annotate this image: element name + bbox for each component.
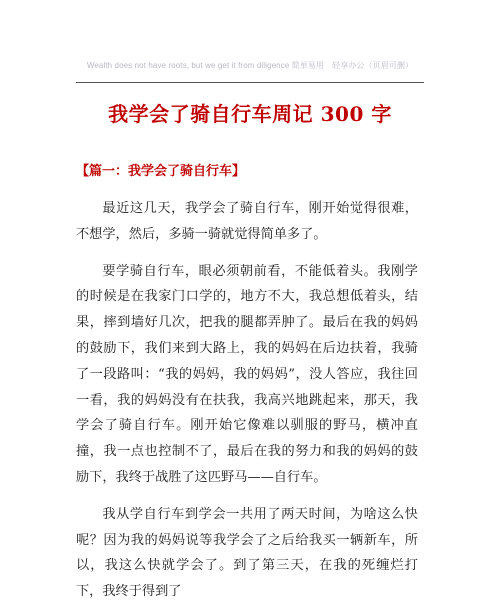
article-body <box>76 196 418 616</box>
document-title: 我学会了骑自行车周记 300 字 <box>108 102 392 126</box>
paragraph: 最近这几天，我学会了骑自行车，刚开始觉得很难，不想学，然后，多骑一骑就觉得简单多了。 <box>76 201 418 242</box>
header-divider <box>76 82 424 83</box>
page-header: Wealth does not have roots, but we get it from diligence 简单易用 轻享办公（页眉可删） <box>86 61 414 70</box>
paragraph: 要学骑自行车，眼必须朝前看，不能低着头。我刚学的时候是在我家门口学的，地方不大，我总想低着头，结果，摔到墙好几次，把我的腿都弄肿了。最后在我的妈妈的鼓励下，我们来到大路上，我的妈妈在后边扶着，我骑了一段路叫：“我的妈妈，我的妈妈”，没人答应，我往回一看，我的妈妈没有在扶我，我高兴地跳起来，那天，我学会了骑自行车。刚开始它像难以驯服的野马，横冲直撞，我一点也控制不了，最后在我的努力和我的妈妈的鼓励下，我终于战胜了这匹野马——自行车。 <box>76 263 418 485</box>
section-heading: 【篇一：我学会了骑自行车】 <box>76 164 246 179</box>
paragraph: 我从学自行车到学会一共用了两天时间，为啥这么快呢？因为我的妈妈说等我学会了之后给我买一辆新车，所以，我这么快就学会了。到了第三天，在我的死缠烂打下，我终于得到了 <box>76 506 418 600</box>
